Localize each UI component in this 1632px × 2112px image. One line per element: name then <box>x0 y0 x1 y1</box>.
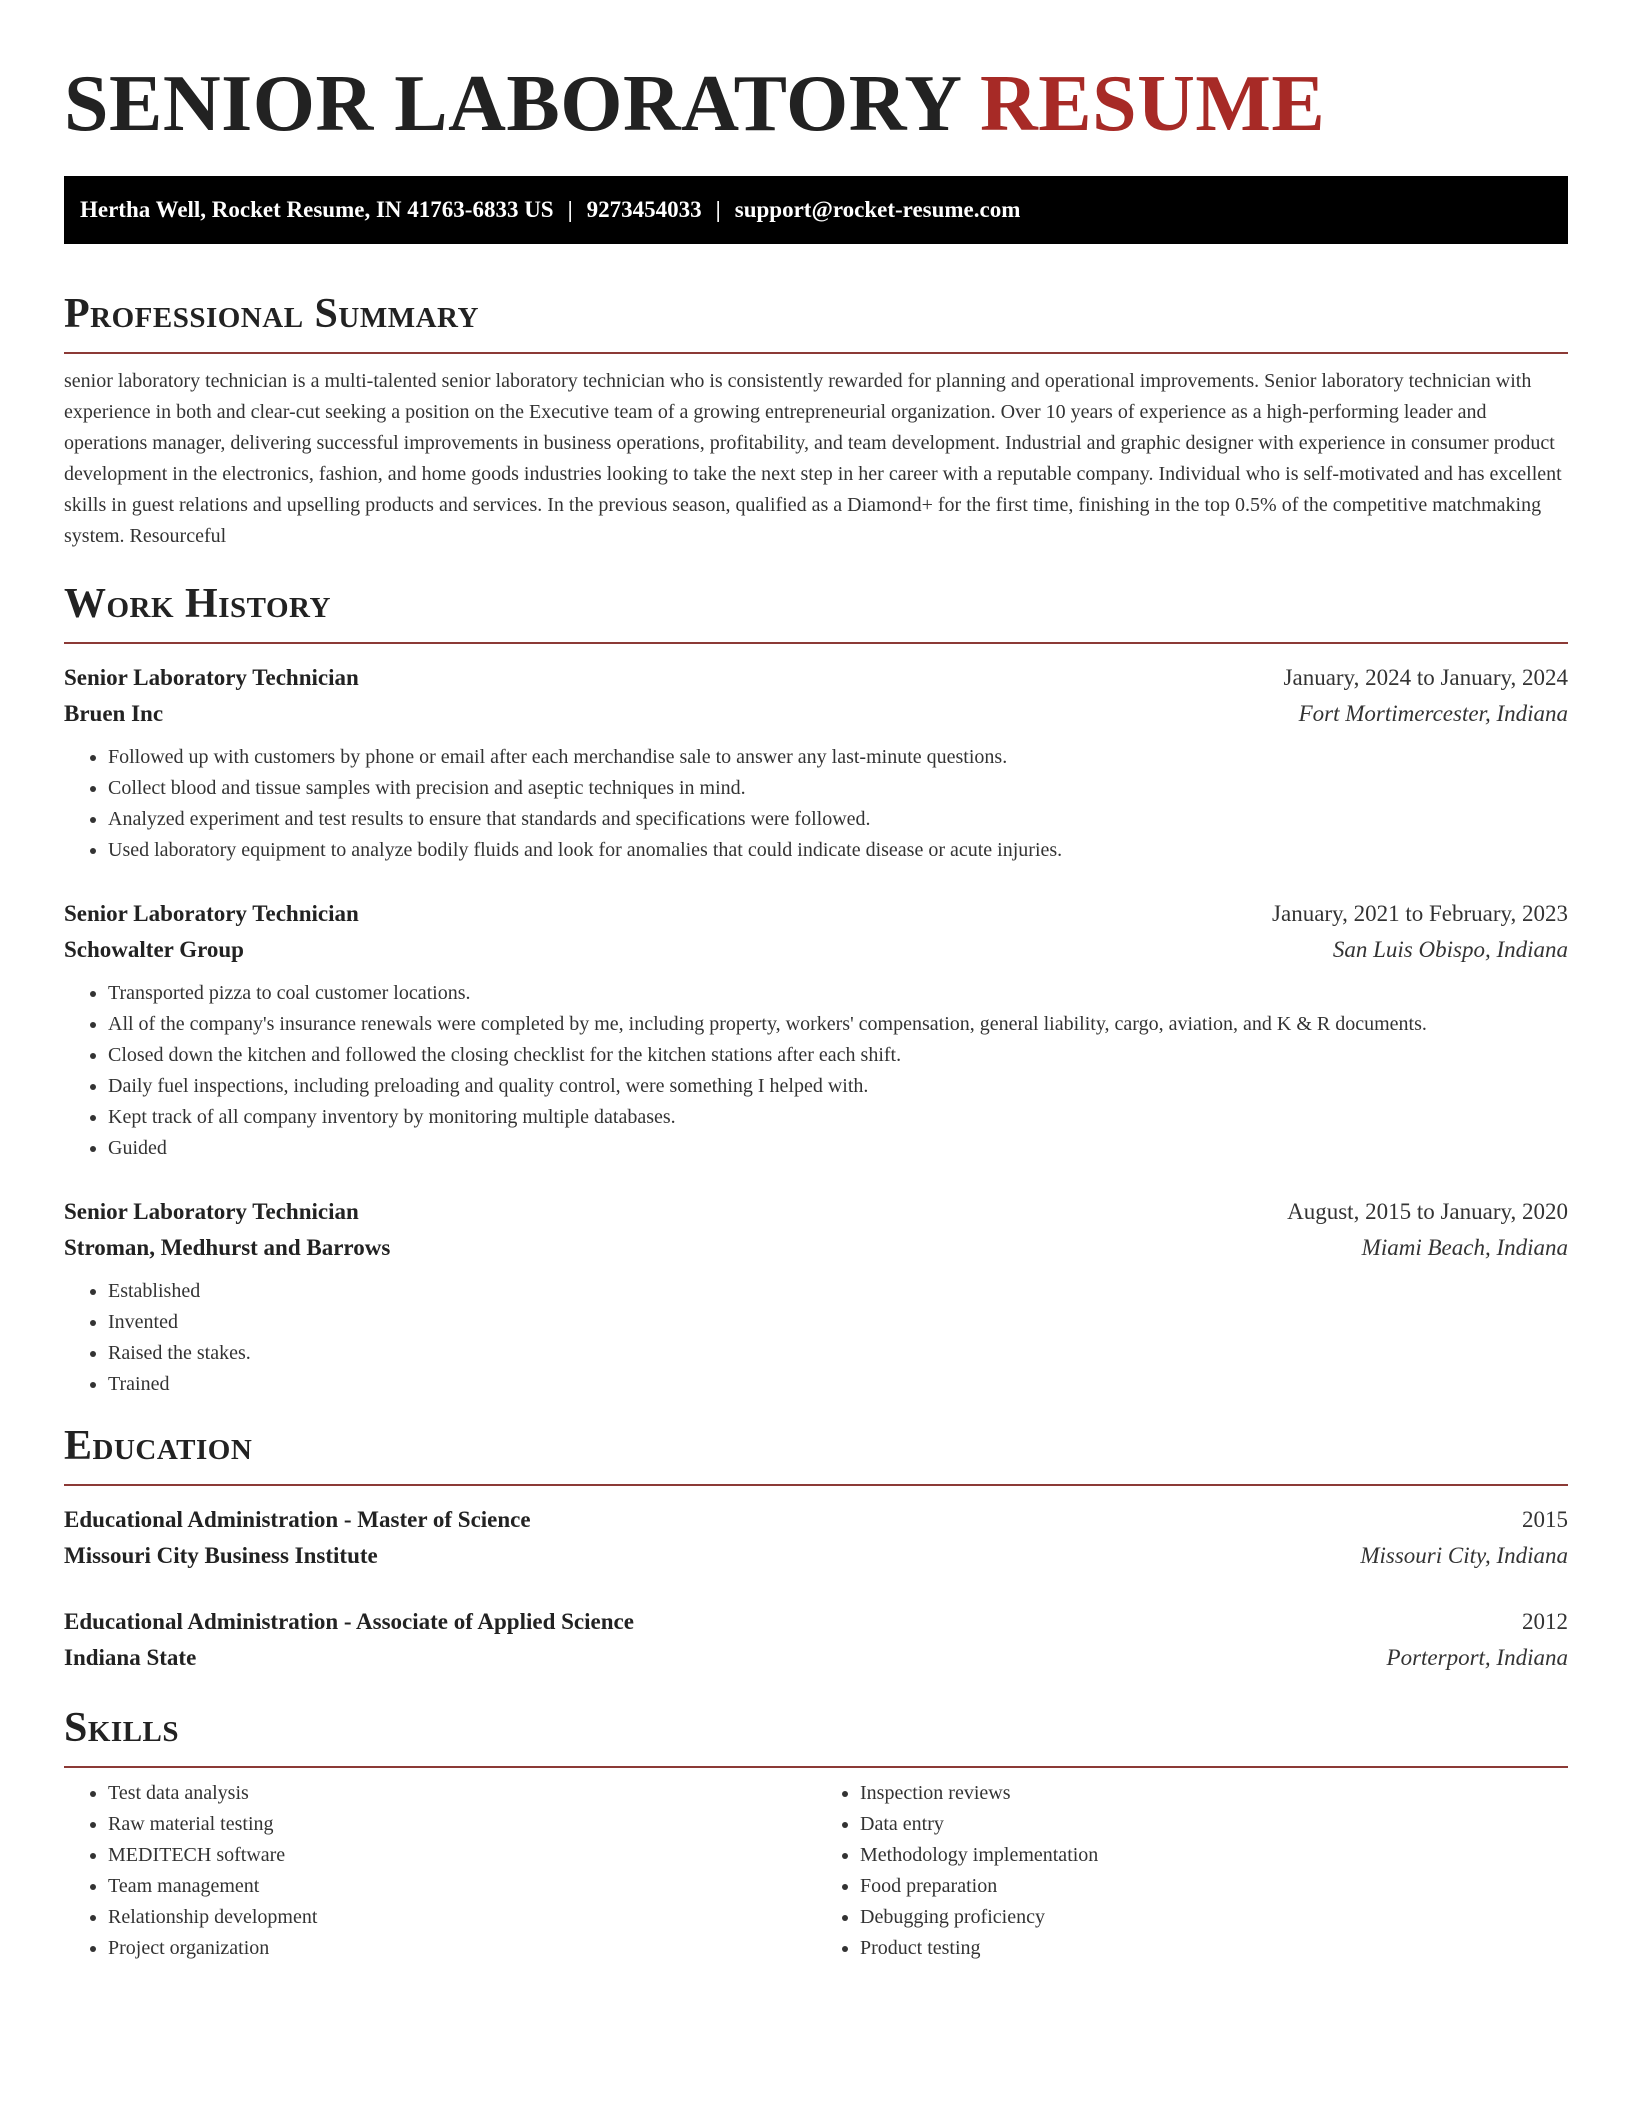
job-title-row <box>64 660 1568 696</box>
job-dates: August, 2015 to January, 2020 <box>1287 1199 1568 1224</box>
skills-columns <box>64 1768 1568 1964</box>
contact-address: Hertha Well, Rocket Resume, IN 41763-6833 US <box>80 197 554 222</box>
section-divider <box>64 1484 1568 1486</box>
skills-list-left <box>64 1778 816 1964</box>
list-item: • Transported pizza to coal customer locations. <box>108 978 1568 1009</box>
list-item: • Methodology implementation <box>860 1840 1568 1871</box>
job-bullets <box>64 742 1568 866</box>
education-school: Missouri City Business Institute <box>64 1543 378 1568</box>
list-item: • MEDITECH software <box>108 1840 816 1871</box>
job-title: Senior Laboratory Technician <box>64 665 359 690</box>
job-title-row <box>64 896 1568 932</box>
list-item: • Test data analysis <box>108 1778 816 1809</box>
job-company-row <box>64 696 1568 732</box>
contact-email: support@rocket-resume.com <box>734 197 1021 222</box>
list-item: • Inspection reviews <box>860 1778 1568 1809</box>
list-item: • Team management <box>108 1871 816 1902</box>
list-item: • Trained <box>108 1369 1568 1400</box>
education-year: 2012 <box>1522 1609 1568 1634</box>
skills-section <box>64 1702 1568 1964</box>
education-school-row <box>64 1640 1568 1676</box>
job-dates: January, 2024 to January, 2024 <box>1283 665 1568 690</box>
list-item: • Used laboratory equipment to analyze bodily fluids and look for anomalies that could indicate disease or acute injuries. <box>108 835 1568 866</box>
job-location: Miami Beach, Indiana <box>1361 1235 1568 1260</box>
job-location: Fort Mortimercester, Indiana <box>1298 701 1568 726</box>
education-location: Missouri City, Indiana <box>1360 1543 1568 1568</box>
education-degree-row <box>64 1604 1568 1640</box>
education-section <box>64 1420 1568 1676</box>
job-bullets <box>64 1276 1568 1400</box>
title-main: SENIOR LABORATORY <box>64 60 960 148</box>
list-item: • Guided <box>108 1133 1568 1164</box>
list-item: • Kept track of all company inventory by monitoring multiple databases. <box>108 1102 1568 1133</box>
list-item: • Raised the stakes. <box>108 1338 1568 1369</box>
job-company: Schowalter Group <box>64 937 244 962</box>
education-degree: Educational Administration - Associate of Applied Science <box>64 1609 634 1634</box>
work-heading: Work History <box>64 581 331 627</box>
education-heading: Education <box>64 1423 253 1469</box>
summary-text: senior laboratory technician is a multi-talented senior laboratory technician who is consistently rewarded for planning and operational improvements. Senior laboratory technician with experience in both and clear-cut seeking a position on the Executive team of a growing entrepreneurial organization. Over 10 years of experience as a high-performing leader and operations manager, delivering successful improvements in business operations, profitability, and team development. Industrial and graphic designer with experience in consumer product development in the electronics, fashion, and home goods industries looking to take the next step in her career with a reputable company. Individual who is self-motivated and has excellent skills in guest relations and upselling products and services. In the previous season, qualified as a Diamond+ for the first time, finishing in the top 0.5% of the competitive matchmaking system. Resourceful <box>64 370 1562 547</box>
list-item: • All of the company's insurance renewals were completed by me, including property, workers' compensation, general liability, cargo, aviation, and K & R documents. <box>108 1009 1568 1040</box>
education-entry <box>64 1604 1568 1676</box>
list-item: • Followed up with customers by phone or email after each merchandise sale to answer any last-minute questions. <box>108 742 1568 773</box>
skills-heading: Skills <box>64 1705 180 1751</box>
section-divider <box>64 642 1568 644</box>
list-item: • Established <box>108 1276 1568 1307</box>
section-divider <box>64 352 1568 354</box>
title-accent: RESUME <box>980 60 1326 148</box>
summary-heading: Professional Summary <box>64 291 479 337</box>
education-location: Porterport, Indiana <box>1386 1645 1568 1670</box>
resume-title <box>64 0 1568 176</box>
job-title-row <box>64 1194 1568 1230</box>
list-item: • Analyzed experiment and test results to ensure that standards and specifications were followed. <box>108 804 1568 835</box>
job-company: Bruen Inc <box>64 701 164 726</box>
contact-bar <box>64 176 1568 244</box>
list-item: • Relationship development <box>108 1902 816 1933</box>
job-entry <box>64 660 1568 866</box>
job-dates: January, 2021 to February, 2023 <box>1272 901 1568 926</box>
job-title: Senior Laboratory Technician <box>64 901 359 926</box>
list-item: • Data entry <box>860 1809 1568 1840</box>
list-item: • Closed down the kitchen and followed the closing checklist for the kitchen stations after each shift. <box>108 1040 1568 1071</box>
list-item: • Raw material testing <box>108 1809 816 1840</box>
list-item: • Invented <box>108 1307 1568 1338</box>
contact-phone: 9273454033 <box>586 197 702 222</box>
job-location: San Luis Obispo, Indiana <box>1332 937 1568 962</box>
job-company-row <box>64 1230 1568 1266</box>
education-year: 2015 <box>1522 1507 1568 1532</box>
job-entry <box>64 1194 1568 1400</box>
contact-separator: | <box>567 197 573 222</box>
list-item: • Collect blood and tissue samples with precision and aseptic techniques in mind. <box>108 773 1568 804</box>
contact-separator: | <box>715 197 721 222</box>
list-item: • Debugging proficiency <box>860 1902 1568 1933</box>
education-degree-row <box>64 1502 1568 1538</box>
list-item: • Daily fuel inspections, including preloading and quality control, were something I helped with. <box>108 1071 1568 1102</box>
list-item: • Product testing <box>860 1933 1568 1964</box>
list-item: • Project organization <box>108 1933 816 1964</box>
summary-section <box>64 288 1568 552</box>
education-entry <box>64 1502 1568 1574</box>
education-school: Indiana State <box>64 1645 197 1670</box>
job-company: Stroman, Medhurst and Barrows <box>64 1235 391 1260</box>
education-degree: Educational Administration - Master of Science <box>64 1507 531 1532</box>
job-company-row <box>64 932 1568 968</box>
work-section <box>64 578 1568 1400</box>
job-entry <box>64 896 1568 1164</box>
education-school-row <box>64 1538 1568 1574</box>
job-title: Senior Laboratory Technician <box>64 1199 359 1224</box>
job-bullets <box>64 978 1568 1164</box>
list-item: • Food preparation <box>860 1871 1568 1902</box>
skills-list-right <box>816 1778 1568 1964</box>
